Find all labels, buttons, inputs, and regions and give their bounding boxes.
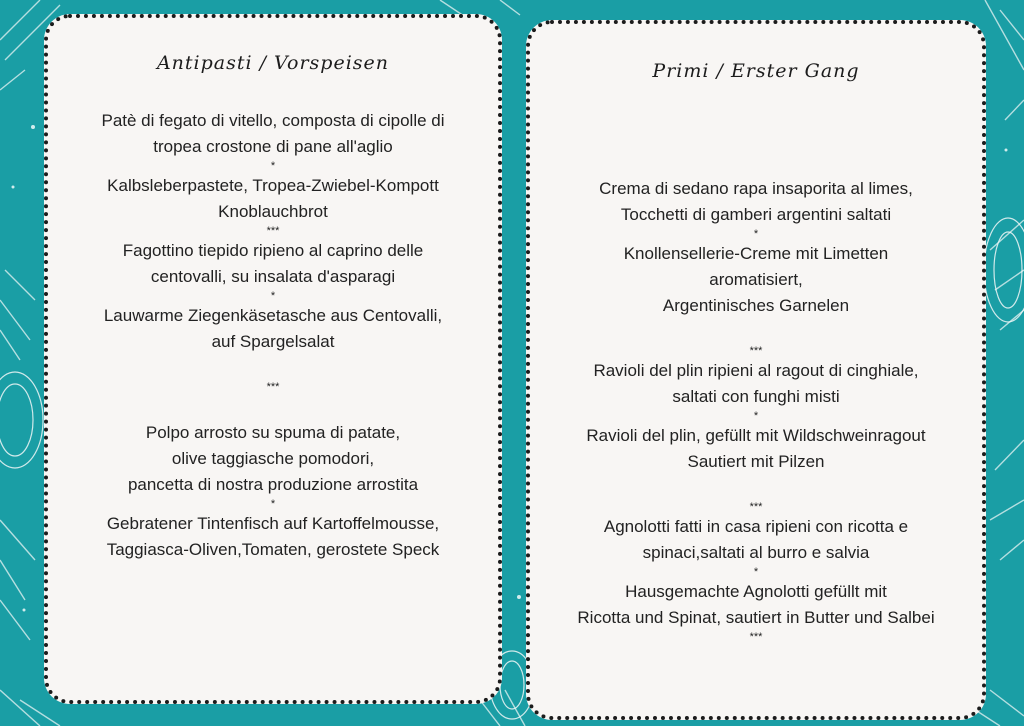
primi-list — [530, 176, 982, 644]
menu-line: Sautiert mit Pilzen — [687, 452, 825, 471]
menu-line: pancetta di nostra produzione arrostita — [127, 475, 419, 494]
section-title-primi: Primi / Erster Gang — [652, 60, 860, 82]
menu-line: auf Spargelsalat — [211, 332, 335, 351]
menu-line: Knoblauchbrot — [218, 202, 328, 221]
menu-line: spinaci,saltati al burro e salvia — [642, 543, 870, 562]
separator: * — [753, 410, 759, 422]
menu-line: centovalli, su insalata d'asparagi — [150, 267, 396, 286]
section-title-antipasti: Antipasti / Vorspeisen — [156, 52, 390, 74]
menu-line: Lauwarme Ziegenkäsetasche aus Centovalli, — [103, 306, 443, 325]
separator: * — [270, 498, 276, 510]
menu-line: Ravioli del plin, gefüllt mit Wildschweinragout — [586, 426, 926, 445]
separator: * — [270, 160, 276, 172]
separator: *** — [266, 225, 280, 237]
menu-line: Patè di fegato di vitello, composta di cipolle di — [101, 111, 445, 130]
menu-line: olive taggiasche pomodori, — [171, 449, 375, 468]
menu-line: Fagottino tiepido ripieno al caprino delle — [122, 241, 424, 260]
separator: *** — [266, 381, 280, 393]
menu-line: Polpo arrosto su spuma di patate, — [145, 423, 401, 442]
menu-line: Ricotta und Spinat, sautiert in Butter und Salbei — [577, 608, 935, 627]
separator: * — [753, 566, 759, 578]
separator: *** — [749, 631, 763, 643]
menu-line: saltati con funghi misti — [672, 387, 840, 406]
menu-line: Ravioli del plin ripieni al ragout di cinghiale, — [593, 361, 919, 380]
menu-line: Taggiasca-Oliven,Tomaten, gerostete Speck — [106, 540, 440, 559]
separator: * — [270, 290, 276, 302]
menu-line: Hausgemachte Agnolotti gefüllt mit — [625, 582, 887, 601]
separator: *** — [749, 345, 763, 357]
separator: * — [753, 228, 759, 240]
menu-card-primi — [526, 20, 986, 720]
menu-line: Kalbsleberpastete, Tropea-Zwiebel-Kompott — [107, 176, 439, 195]
menu-card-antipasti — [44, 14, 502, 704]
menu-line: Argentinisches Garnelen — [662, 296, 850, 315]
menu-line: Gebratener Tintenfisch auf Kartoffelmousse, — [106, 514, 440, 533]
menu-line: Tocchetti di gamberi argentini saltati — [620, 205, 892, 224]
menu-line: tropea crostone di pane all'aglio — [153, 137, 393, 156]
separator: *** — [749, 501, 763, 513]
menu-line: Agnolotti fatti in casa ripieni con ricotta e — [603, 517, 909, 536]
menu-line: Crema di sedano rapa insaporita al limes, — [599, 179, 913, 198]
menu-line: Knollensellerie-Creme mit Limetten — [623, 244, 889, 263]
antipasti-list — [48, 108, 498, 563]
menu-line: aromatisiert, — [709, 270, 803, 289]
